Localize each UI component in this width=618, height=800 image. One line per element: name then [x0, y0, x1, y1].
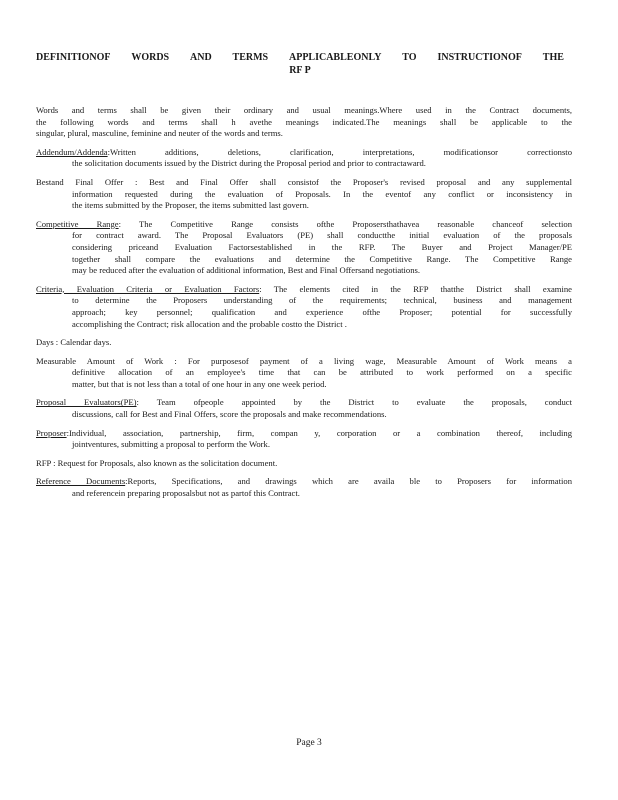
definitions-list — [36, 147, 572, 500]
definition-term: Proposal Evaluators(PE) — [36, 397, 137, 408]
definition-entry — [36, 284, 572, 330]
definition-text: : The elements cited in the RFP thatthe District shall examine — [259, 283, 572, 294]
definition-term: Proposer — [36, 427, 67, 438]
definition-entry — [36, 458, 572, 470]
definition-term: Reference Documents — [36, 476, 126, 487]
title-line-1 — [36, 51, 564, 64]
definition-continuation-line: matter, but that is not less than a total of one hour in any one week period. — [72, 378, 327, 389]
definitions-body — [36, 105, 572, 507]
definition-text: RFP : Request for Proposals, also known as the solicitation document. — [36, 457, 278, 468]
definition-first-line — [36, 428, 572, 440]
definition-first-line — [36, 337, 572, 349]
title-word: DEFINITIONOF — [36, 52, 111, 63]
definition-continuation-line: together shall compare the evaluations and determine the Competitive Range. The Competitive Range — [72, 253, 572, 264]
page-label: Page — [296, 738, 315, 748]
definition-entry — [36, 476, 572, 499]
definition-text: Bestand Final Offer : Best and Final Offer shall consistof the Proposer's revised proposal and any supplemental — [36, 176, 572, 187]
definition-continuation-line: the solicitation documents issued by the District during the Proposal period and prior to contractaward. — [72, 158, 426, 169]
definition-continuation-line: the items submitted by the Proposer, the items submitted last govern. — [72, 200, 309, 211]
title-word: INSTRUCTIONOF — [437, 52, 522, 63]
page-footer — [0, 738, 618, 748]
definition-continuation-line: for contract award. The Proposal Evaluators (PE) shall conductthe initial evaluation of the proposals — [72, 230, 572, 241]
definition-first-line — [36, 476, 572, 488]
definition-entry — [36, 356, 572, 391]
title-line-2: RF P — [289, 65, 311, 76]
definition-entry — [36, 147, 572, 170]
definition-text: :Written additions, deletions, clarification, interpretations, modificationsor correctionsto — [107, 146, 572, 157]
definition-text: : Team ofpeople appointed by the District to evaluate the proposals, conduct — [136, 397, 572, 408]
definition-text: :Individual, association, partnership, firm, compan y, corporation or a combination thereof, including — [66, 427, 572, 438]
definition-term: Criteria, Evaluation Criteria or Evaluation Factors — [36, 283, 260, 294]
definition-entry — [36, 337, 572, 349]
title-word: APPLICABLEONLY — [288, 52, 382, 63]
definition-text: : The Competitive Range consists ofthe Proposersthathavea reasonable chanceof selection — [118, 218, 572, 229]
definition-term: Addendum/Addenda — [36, 146, 108, 157]
definition-continuation-line: definitive allocation of an employee's time that can be attributed to work performed on a specific — [72, 367, 572, 378]
definition-first-line — [36, 458, 572, 470]
page-title — [36, 51, 564, 77]
intro-line: singular, plural, masculine, feminine and neuter of the words and terms. — [36, 128, 283, 139]
title-word: WORDS — [131, 52, 170, 63]
definition-text: :Reports, Specifications, and drawings which are availa ble to Proposers for information — [125, 476, 572, 487]
definition-continuation-line: accomplishing the Contract; risk allocation and the probable costto the District . — [72, 318, 347, 329]
definition-first-line — [36, 177, 572, 189]
page-number: 3 — [317, 738, 322, 748]
intro-line: the following words and terms shall h avethe meanings indicated.The meanings shall be applicable to the — [36, 116, 572, 127]
definition-first-line — [36, 284, 572, 296]
definition-first-line — [36, 147, 572, 159]
definition-continuation-line: to determine the Proposers understanding of the requirements; technical, business and management — [72, 295, 572, 306]
definition-continuation-line: approach; key personnel; qualification and experience ofthe Proposer; potential for successfully — [72, 306, 572, 317]
title-word: THE — [542, 52, 564, 63]
intro-paragraph — [36, 105, 572, 140]
definition-continuation-line: considering priceand Evaluation Factorsestablished in the RFP. The Buyer and Project Manager/PE — [72, 241, 572, 252]
definition-text: Measurable Amount of Work : For purposesof payment of a living wage, Measurable Amount of Work means a — [36, 355, 572, 366]
definition-first-line — [36, 219, 572, 231]
title-word: TO — [402, 52, 417, 63]
definition-first-line — [36, 356, 572, 368]
definition-entry — [36, 219, 572, 277]
intro-line: Words and terms shall be given their ordinary and usual meanings.Where used in the Contract documents, — [36, 105, 572, 115]
title-word: TERMS — [232, 52, 269, 63]
definition-continuation-line: discussions, call for Best and Final Offers, score the proposals and make recommendations. — [72, 409, 387, 420]
definition-continuation-line: and referencein preparing proposalsbut not as partof this Contract. — [72, 488, 300, 499]
definition-continuation-line: information requested during the evaluation of Proposals. In the eventof any conflict or inconsistency in — [72, 188, 572, 199]
definition-entry — [36, 397, 572, 420]
definition-term: Competitive Range — [36, 218, 119, 229]
definition-entry — [36, 428, 572, 451]
definition-continuation-line: jointventures, submitting a proposal to perform the Work. — [72, 439, 270, 450]
definition-first-line — [36, 397, 572, 409]
definition-text: Days : Calendar days. — [36, 337, 112, 348]
title-word: AND — [190, 52, 212, 63]
definition-continuation-line: may be reduced after the evaluation of additional information, Best and Final Offersand negotiations. — [72, 265, 421, 276]
definition-entry — [36, 177, 572, 212]
